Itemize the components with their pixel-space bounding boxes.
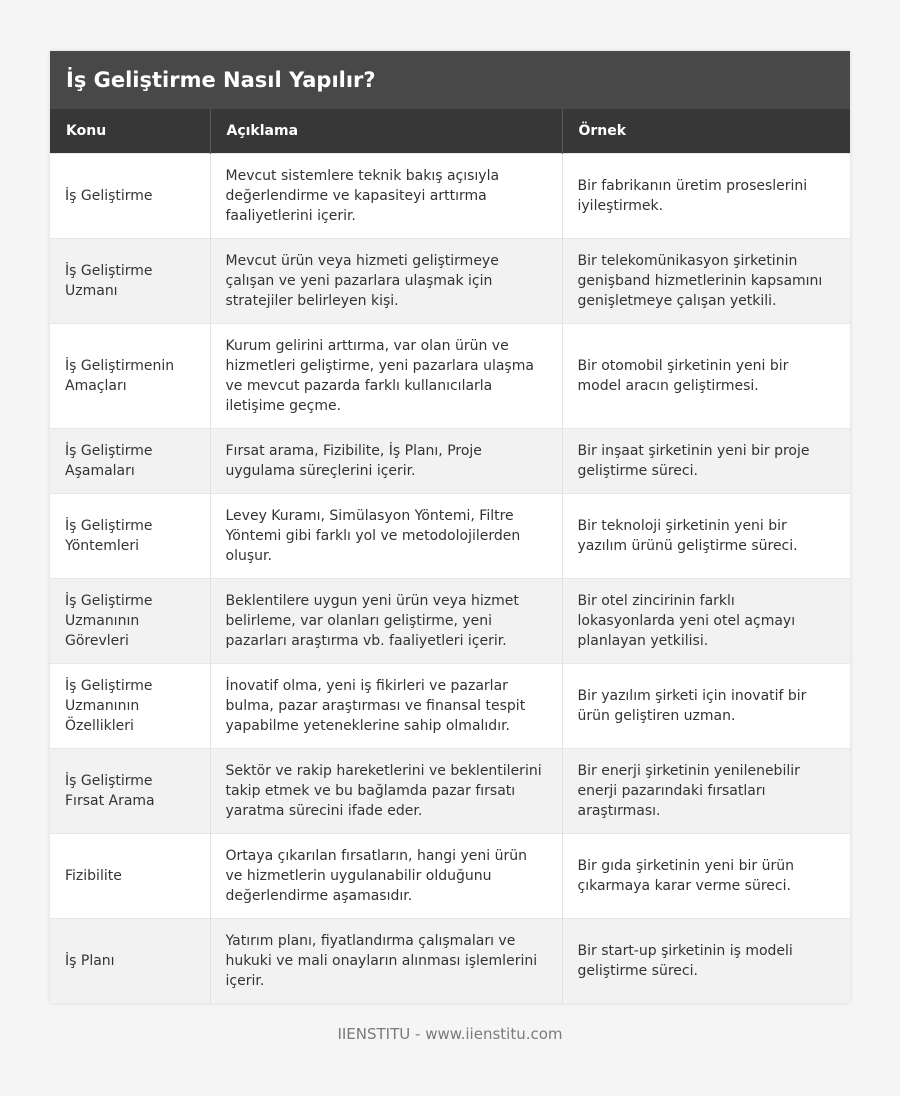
cell-ornek: Bir yazılım şirketi için inovatif bir ürün geliştiren uzman.	[562, 663, 850, 748]
content-card	[50, 51, 850, 1003]
column-header-aciklama: Açıklama	[210, 109, 562, 153]
cell-aciklama: İnovatif olma, yeni iş fikirleri ve pazarlar bulma, pazar araştırması ve finansal tespit yapabilme yeteneklerine sahip olmalıdır.	[210, 663, 562, 748]
cell-aciklama: Mevcut sistemlere teknik bakış açısıyla değerlendirme ve kapasiteyi arttırma faaliyetlerini içerir.	[210, 153, 562, 238]
column-header-konu: Konu	[50, 109, 210, 153]
table-row	[50, 833, 850, 918]
cell-aciklama: Kurum gelirini arttırma, var olan ürün ve hizmetleri geliştirme, yeni pazarlara ulaşma ve mevcut pazarda farklı kullanıcılarla iletişime geçme.	[210, 323, 562, 428]
table-row	[50, 493, 850, 578]
table-row	[50, 428, 850, 493]
table-row	[50, 238, 850, 323]
cell-konu: Fizibilite	[50, 833, 210, 918]
cell-konu: İş Geliştirme Fırsat Arama	[50, 748, 210, 833]
cell-konu: İş Planı	[50, 918, 210, 1003]
cell-ornek: Bir otel zincirinin farklı lokasyonlarda yeni otel açmayı planlayan yetkilisi.	[562, 578, 850, 663]
table-row	[50, 578, 850, 663]
cell-aciklama: Fırsat arama, Fizibilite, İş Planı, Proje uygulama süreçlerini içerir.	[210, 428, 562, 493]
table-row	[50, 918, 850, 1003]
column-header-ornek: Örnek	[562, 109, 850, 153]
cell-aciklama: Mevcut ürün veya hizmeti geliştirmeye çalışan ve yeni pazarlara ulaşmak için stratejiler belirleyen kişi.	[210, 238, 562, 323]
cell-aciklama: Ortaya çıkarılan fırsatların, hangi yeni ürün ve hizmetlerin uygulanabilir olduğunu değerlendirme aşamasıdır.	[210, 833, 562, 918]
cell-ornek: Bir otomobil şirketinin yeni bir model aracın geliştirmesi.	[562, 323, 850, 428]
cell-konu: İş Geliştirmenin Amaçları	[50, 323, 210, 428]
cell-konu: İş Geliştirme Uzmanı	[50, 238, 210, 323]
cell-aciklama: Sektör ve rakip hareketlerini ve beklentilerini takip etmek ve bu bağlamda pazar fırsatı yaratma sürecini ifade eder.	[210, 748, 562, 833]
info-table	[50, 109, 850, 1003]
table-header-row	[50, 109, 850, 153]
cell-ornek: Bir inşaat şirketinin yeni bir proje geliştirme süreci.	[562, 428, 850, 493]
cell-aciklama: Beklentilere uygun yeni ürün veya hizmet belirleme, var olanları geliştirme, yeni pazarları araştırma vb. faaliyetleri içerir.	[210, 578, 562, 663]
footer-credit: IIENSTITU - www.iienstitu.com	[337, 1025, 563, 1043]
cell-konu: İş Geliştirme Uzmanının Özellikleri	[50, 663, 210, 748]
cell-ornek: Bir telekomünikasyon şirketinin genişband hizmetlerinin kapsamını genişletmeye çalışan yetkili.	[562, 238, 850, 323]
cell-ornek: Bir teknoloji şirketinin yeni bir yazılım ürünü geliştirme süreci.	[562, 493, 850, 578]
cell-ornek: Bir start-up şirketinin iş modeli geliştirme süreci.	[562, 918, 850, 1003]
cell-ornek: Bir fabrikanın üretim proseslerini iyileştirmek.	[562, 153, 850, 238]
table-row	[50, 153, 850, 238]
table-row	[50, 748, 850, 833]
cell-ornek: Bir gıda şirketinin yeni bir ürün çıkarmaya karar verme süreci.	[562, 833, 850, 918]
cell-konu: İş Geliştirme Aşamaları	[50, 428, 210, 493]
cell-konu: İş Geliştirme Uzmanının Görevleri	[50, 578, 210, 663]
table-row	[50, 663, 850, 748]
cell-ornek: Bir enerji şirketinin yenilenebilir enerji pazarındaki fırsatları araştırması.	[562, 748, 850, 833]
table-row	[50, 323, 850, 428]
page-title: İş Geliştirme Nasıl Yapılır?	[50, 51, 850, 109]
cell-aciklama: Levey Kuramı, Simülasyon Yöntemi, Filtre Yöntemi gibi farklı yol ve metodolojilerden oluşur.	[210, 493, 562, 578]
cell-konu: İş Geliştirme Yöntemleri	[50, 493, 210, 578]
cell-konu: İş Geliştirme	[50, 153, 210, 238]
cell-aciklama: Yatırım planı, fiyatlandırma çalışmaları ve hukuki ve mali onayların alınması işlemlerini içerir.	[210, 918, 562, 1003]
